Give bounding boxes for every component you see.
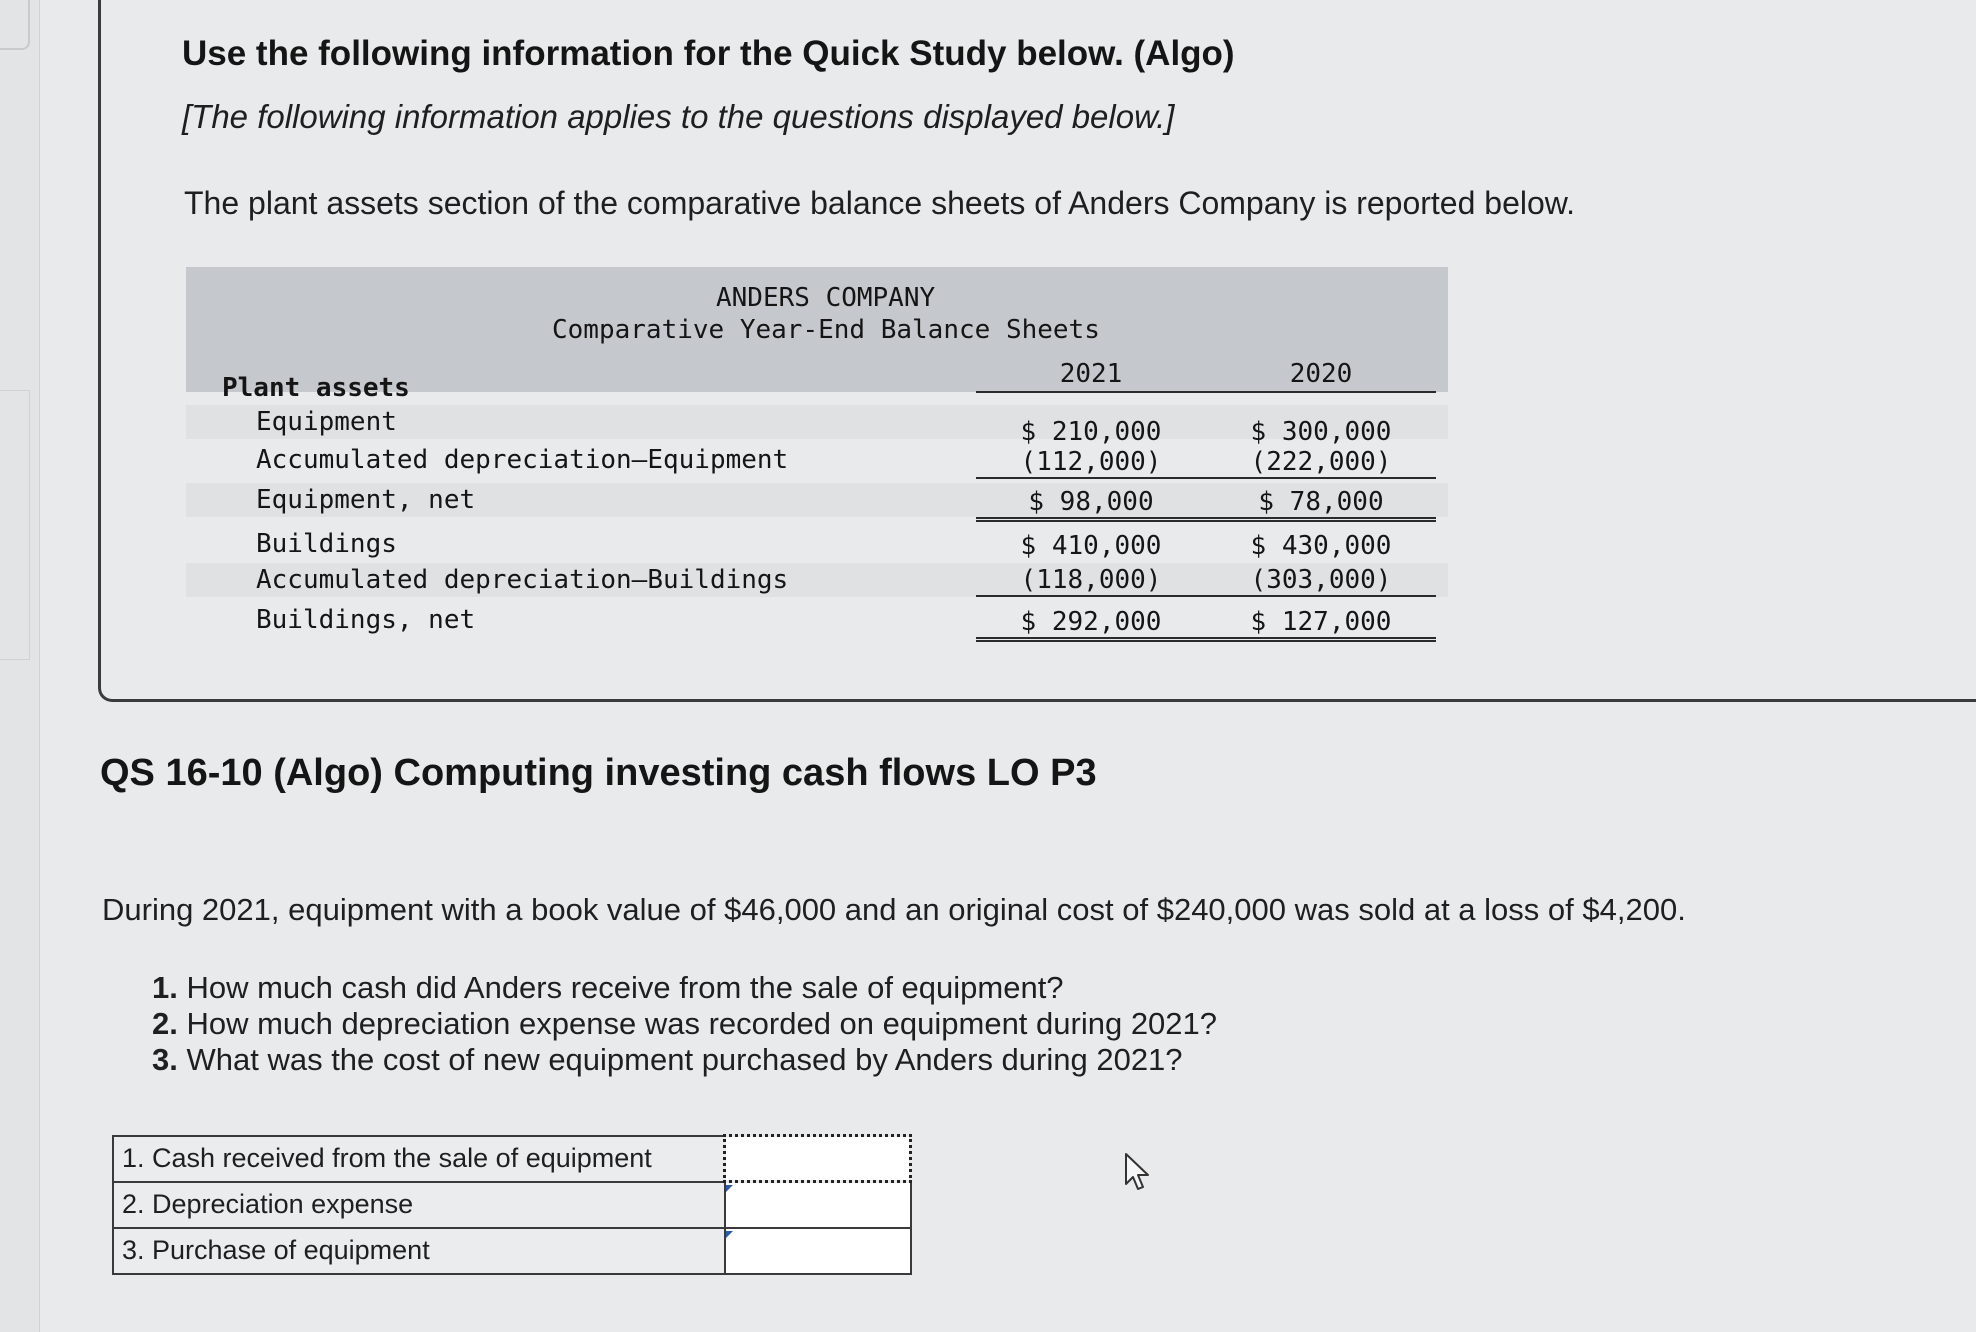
table-row (186, 483, 1448, 517)
purchase-equipment-input[interactable] (726, 1230, 910, 1272)
table-row (113, 1136, 911, 1182)
list-item (152, 1042, 1217, 1078)
value-2020: $ 127,000 (1206, 607, 1436, 642)
table-row (186, 527, 1448, 561)
item-text: How much depreciation expense was recorded on equipment during 2021? (186, 1006, 1218, 1041)
answer-label: 2. Depreciation expense (113, 1182, 725, 1228)
value-2020: $ 300,000 (1250, 417, 1392, 447)
company-name: ANDERS COMPANY (716, 283, 936, 313)
value-2021: $ 98,000 (976, 487, 1206, 522)
question-list (152, 970, 1217, 1078)
cell-marker-icon (726, 1231, 733, 1238)
value-2020: $ 78,000 (1206, 487, 1436, 522)
question-title: QS 16-10 (Algo) Computing investing cash flows LO P3 (100, 752, 1097, 794)
item-text: What was the cost of new equipment purchased by Anders during 2021? (186, 1042, 1183, 1077)
answer-label: 3. Purchase of equipment (113, 1228, 725, 1274)
info-title: Use the following information for the Quick Study below. (Algo) (182, 34, 1235, 73)
table-row (186, 443, 1448, 477)
row-label: Buildings, net (256, 605, 476, 635)
value-2020: $ 430,000 (1250, 531, 1392, 561)
answer-table (112, 1134, 912, 1275)
info-subtitle: [The following information applies to the questions displayed below.] (182, 98, 1175, 135)
value-2021: $ 410,000 (1020, 531, 1162, 561)
table-row (113, 1182, 911, 1228)
value-2021: $ 292,000 (976, 607, 1206, 642)
depreciation-expense-input[interactable] (726, 1184, 910, 1226)
value-2021: (112,000) (976, 447, 1206, 479)
table-row (186, 405, 1448, 447)
left-sidebar-edge (0, 0, 40, 1332)
table-row (186, 563, 1448, 597)
item-number: 2. (152, 1006, 178, 1041)
year-2020-header: 2020 (1206, 359, 1436, 393)
answer-label: 1. Cash received from the sale of equipment (113, 1136, 725, 1182)
cell-marker-icon (726, 1185, 733, 1192)
section-label: Plant assets (222, 373, 410, 403)
section-row (186, 371, 1448, 405)
list-item (152, 1006, 1217, 1042)
question-text: During 2021, equipment with a book value of $46,000 and an original cost of $240,000 was sold at a loss of $4,200. (102, 892, 1686, 927)
row-label: Equipment, net (256, 485, 476, 515)
table-row (186, 603, 1448, 637)
list-item (152, 970, 1217, 1006)
answer-cell (725, 1136, 911, 1182)
row-label: Equipment (256, 407, 397, 437)
balance-sheet-title: Comparative Year-End Balance Sheets (552, 315, 1100, 345)
year-2021-header: 2021 (976, 359, 1206, 393)
row-label: Accumulated depreciation—Equipment (256, 445, 789, 475)
value-2020: (303,000) (1206, 565, 1436, 597)
sidebar-panel (0, 390, 30, 660)
item-number: 3. (152, 1042, 178, 1077)
balance-sheet-table (186, 267, 1448, 671)
row-label: Accumulated depreciation—Buildings (256, 565, 789, 595)
mouse-pointer-icon (1124, 1152, 1152, 1194)
answer-cell (725, 1228, 911, 1274)
info-intro: The plant assets section of the comparative balance sheets of Anders Company is reported below. (184, 185, 1576, 221)
value-2021: $ 210,000 (1020, 417, 1162, 447)
cash-received-input[interactable] (726, 1138, 909, 1180)
value-2020: (222,000) (1206, 447, 1436, 479)
table-row (113, 1228, 911, 1274)
row-label: Buildings (256, 529, 397, 559)
item-number: 1. (152, 970, 178, 1005)
item-text: How much cash did Anders receive from the sale of equipment? (186, 970, 1064, 1005)
answer-cell (725, 1182, 911, 1228)
value-2021: (118,000) (976, 565, 1206, 597)
sidebar-box (0, 0, 30, 50)
